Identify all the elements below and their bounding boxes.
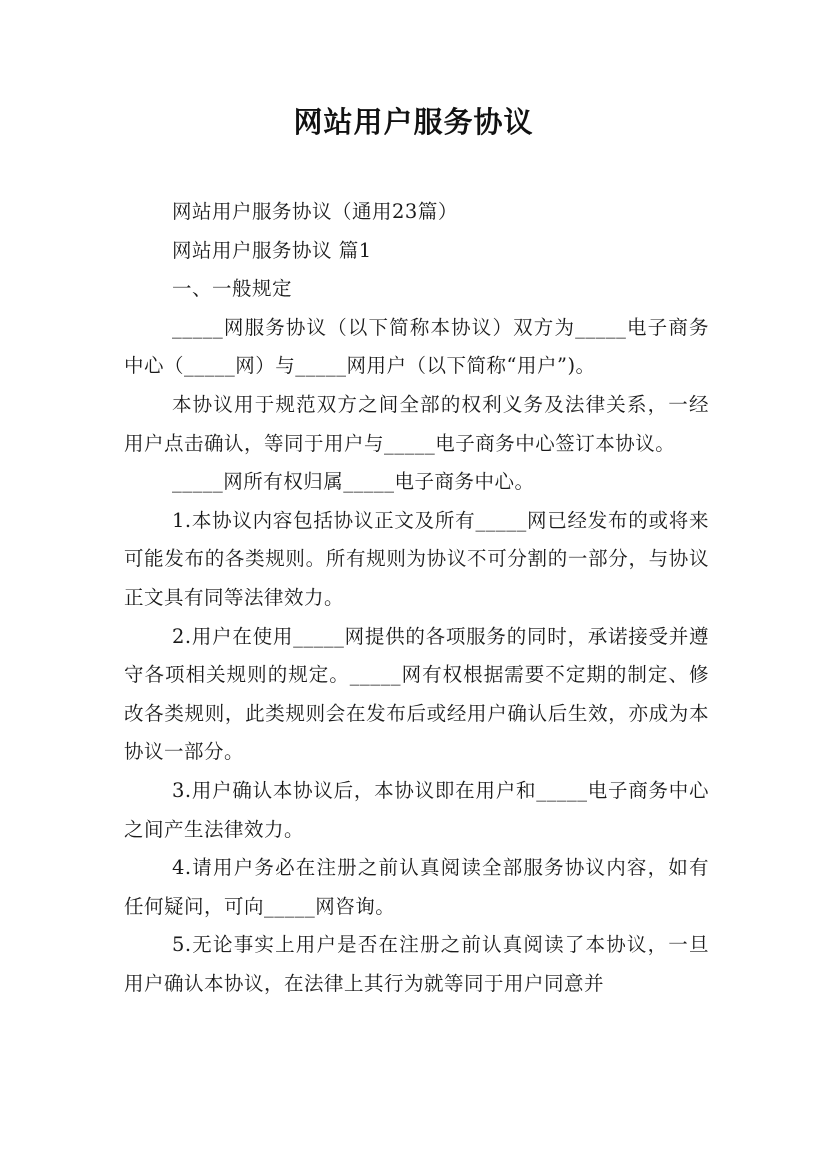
- paragraph: _____网服务协议（以下简称本协议）双方为_____电子商务中心（_____网）与_____网用户（以下简称“用户”)。: [124, 315, 709, 378]
- paragraph: 网站用户服务协议（通用23篇）: [172, 200, 458, 223]
- document-title: 网站用户服务协议: [293, 105, 534, 139]
- paragraph: 一、一般规定: [172, 277, 293, 301]
- paragraph: _____网所有权归属_____电子商务中心。: [172, 470, 535, 494]
- paragraph: 5.无论事实上用户是否在注册之前认真阅读了本协议，一旦用户确认本协议，在法律上其行为就等同于用户同意并: [124, 933, 709, 995]
- paragraph: 4.请用户务必在注册之前认真阅读全部服务协议内容，如有任何疑问，可向_____网咨询。: [124, 856, 709, 918]
- paragraph: 2.用户在使用_____网提供的各项服务的同时，承诺接受并遵守各项相关规则的规定。_____网有权根据需要不定期的制定、修改各类规则，此类规则会在发布后或经用户确认后生效，亦成为本协议一部分。: [124, 624, 709, 764]
- paragraph: 网站用户服务协议 篇1: [172, 238, 372, 262]
- paragraph: 3.用户确认本协议后，本协议即在用户和_____电子商务中心之间产生法律效力。: [124, 778, 709, 841]
- paragraph: 本协议用于规范双方之间全部的权利义务及法律关系，一经用户点击确认，等同于用户与_____电子商务中心签订本协议。: [124, 392, 709, 455]
- paragraph: 1.本协议内容包括协议正文及所有_____网已经发布的或将来可能发布的各类规则。所有规则为协议不可分割的一部分，与协议正文具有同等法律效力。: [124, 508, 709, 609]
- document-body: [124, 193, 709, 1003]
